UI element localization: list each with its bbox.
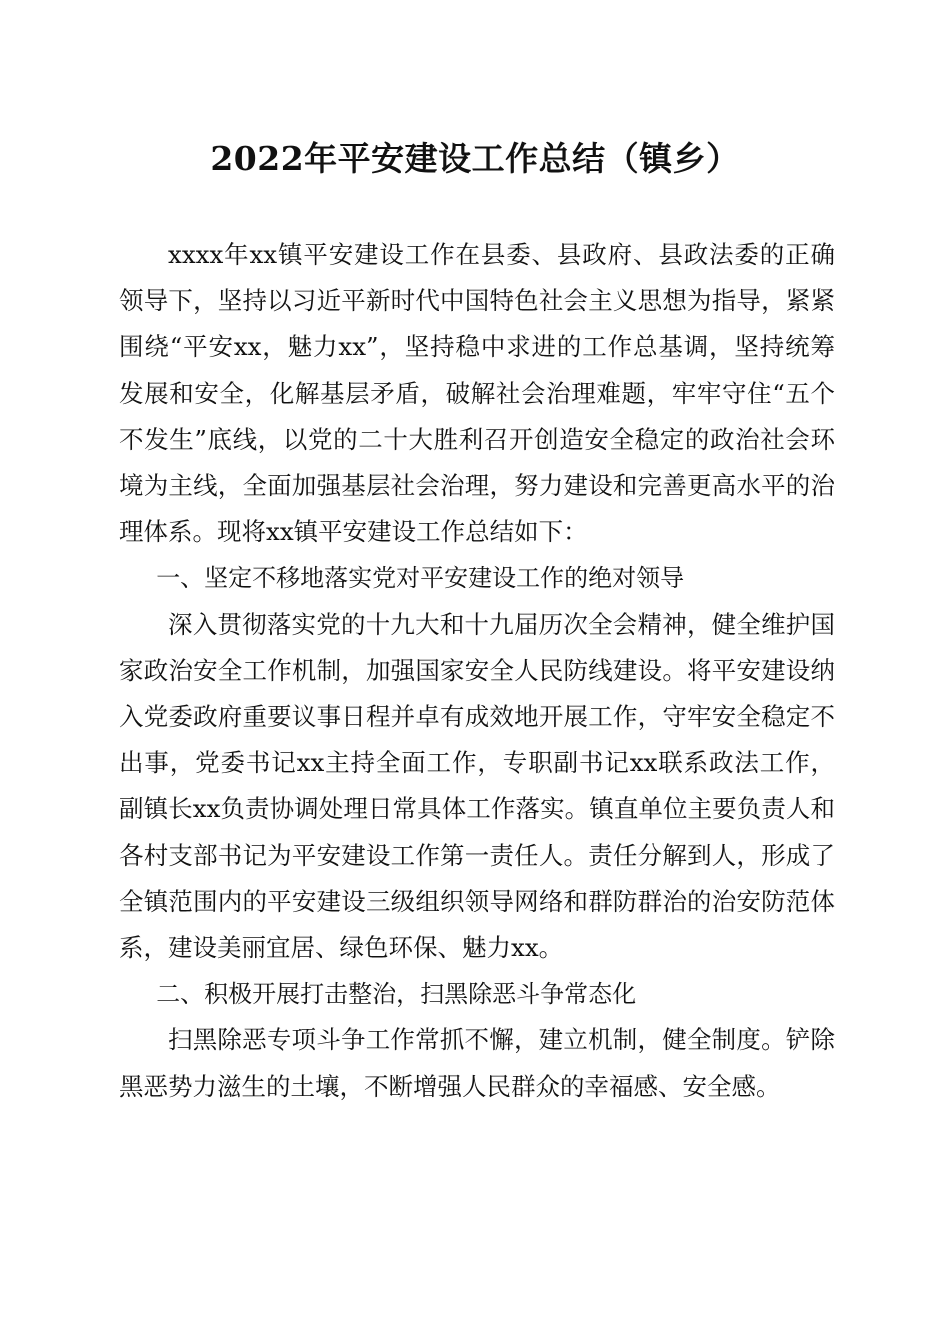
section-heading-2: 二、积极开展打击整治，扫黑除恶斗争常态化 [156,980,637,1009]
section-paragraph-1: 深入贯彻落实党的十九大和十九届历次全会精神，健全维护国家政治安全工作机制，加强国家安全人民防线建设。将平安建设纳入党委政府重要议事日程并卓有成效地开展工作，守牢安全稳定不出事，党委书记xx主持全面工作，专职副书记xx联系政法工作，副镇长xx负责协调处理日常具体工作落实。镇直单位主要负责人和各村支部书记为平安建设工作第一责任人。责任分解到人，形成了全镇范围内的平安建设三级组织领导网络和群防群治的治安防范体系，建设美丽宜居、绿色环保、魅力xx。 [119,609,835,963]
document-title: 2022年平安建设工作总结（镇乡） [210,139,740,178]
document-body [119,232,835,1110]
section-heading-1: 一、坚定不移地落实党对平安建设工作的绝对领导 [156,564,685,593]
section-paragraph-2: 扫黑除恶专项斗争工作常抓不懈，建立机制，健全制度。铲除黑恶势力滋生的土壤，不断增强人民群众的幸福感、安全感。 [119,1025,835,1101]
intro-paragraph: xxxx年xx镇平安建设工作在县委、县政府、县政法委的正确领导下，坚持以习近平新时代中国特色社会主义思想为指导，紧紧围绕“平安xx，魅力xx”，坚持稳中求进的工作总基调，坚持统筹发展和安全，化解基层矛盾，破解社会治理难题，牢牢守住“五个不发生”底线，以党的二十大胜利召开创造安全稳定的政治社会环境为主线，全面加强基层社会治理，努力建设和完善更高水平的治理体系。现将xx镇平安建设工作总结如下： [119,240,835,547]
